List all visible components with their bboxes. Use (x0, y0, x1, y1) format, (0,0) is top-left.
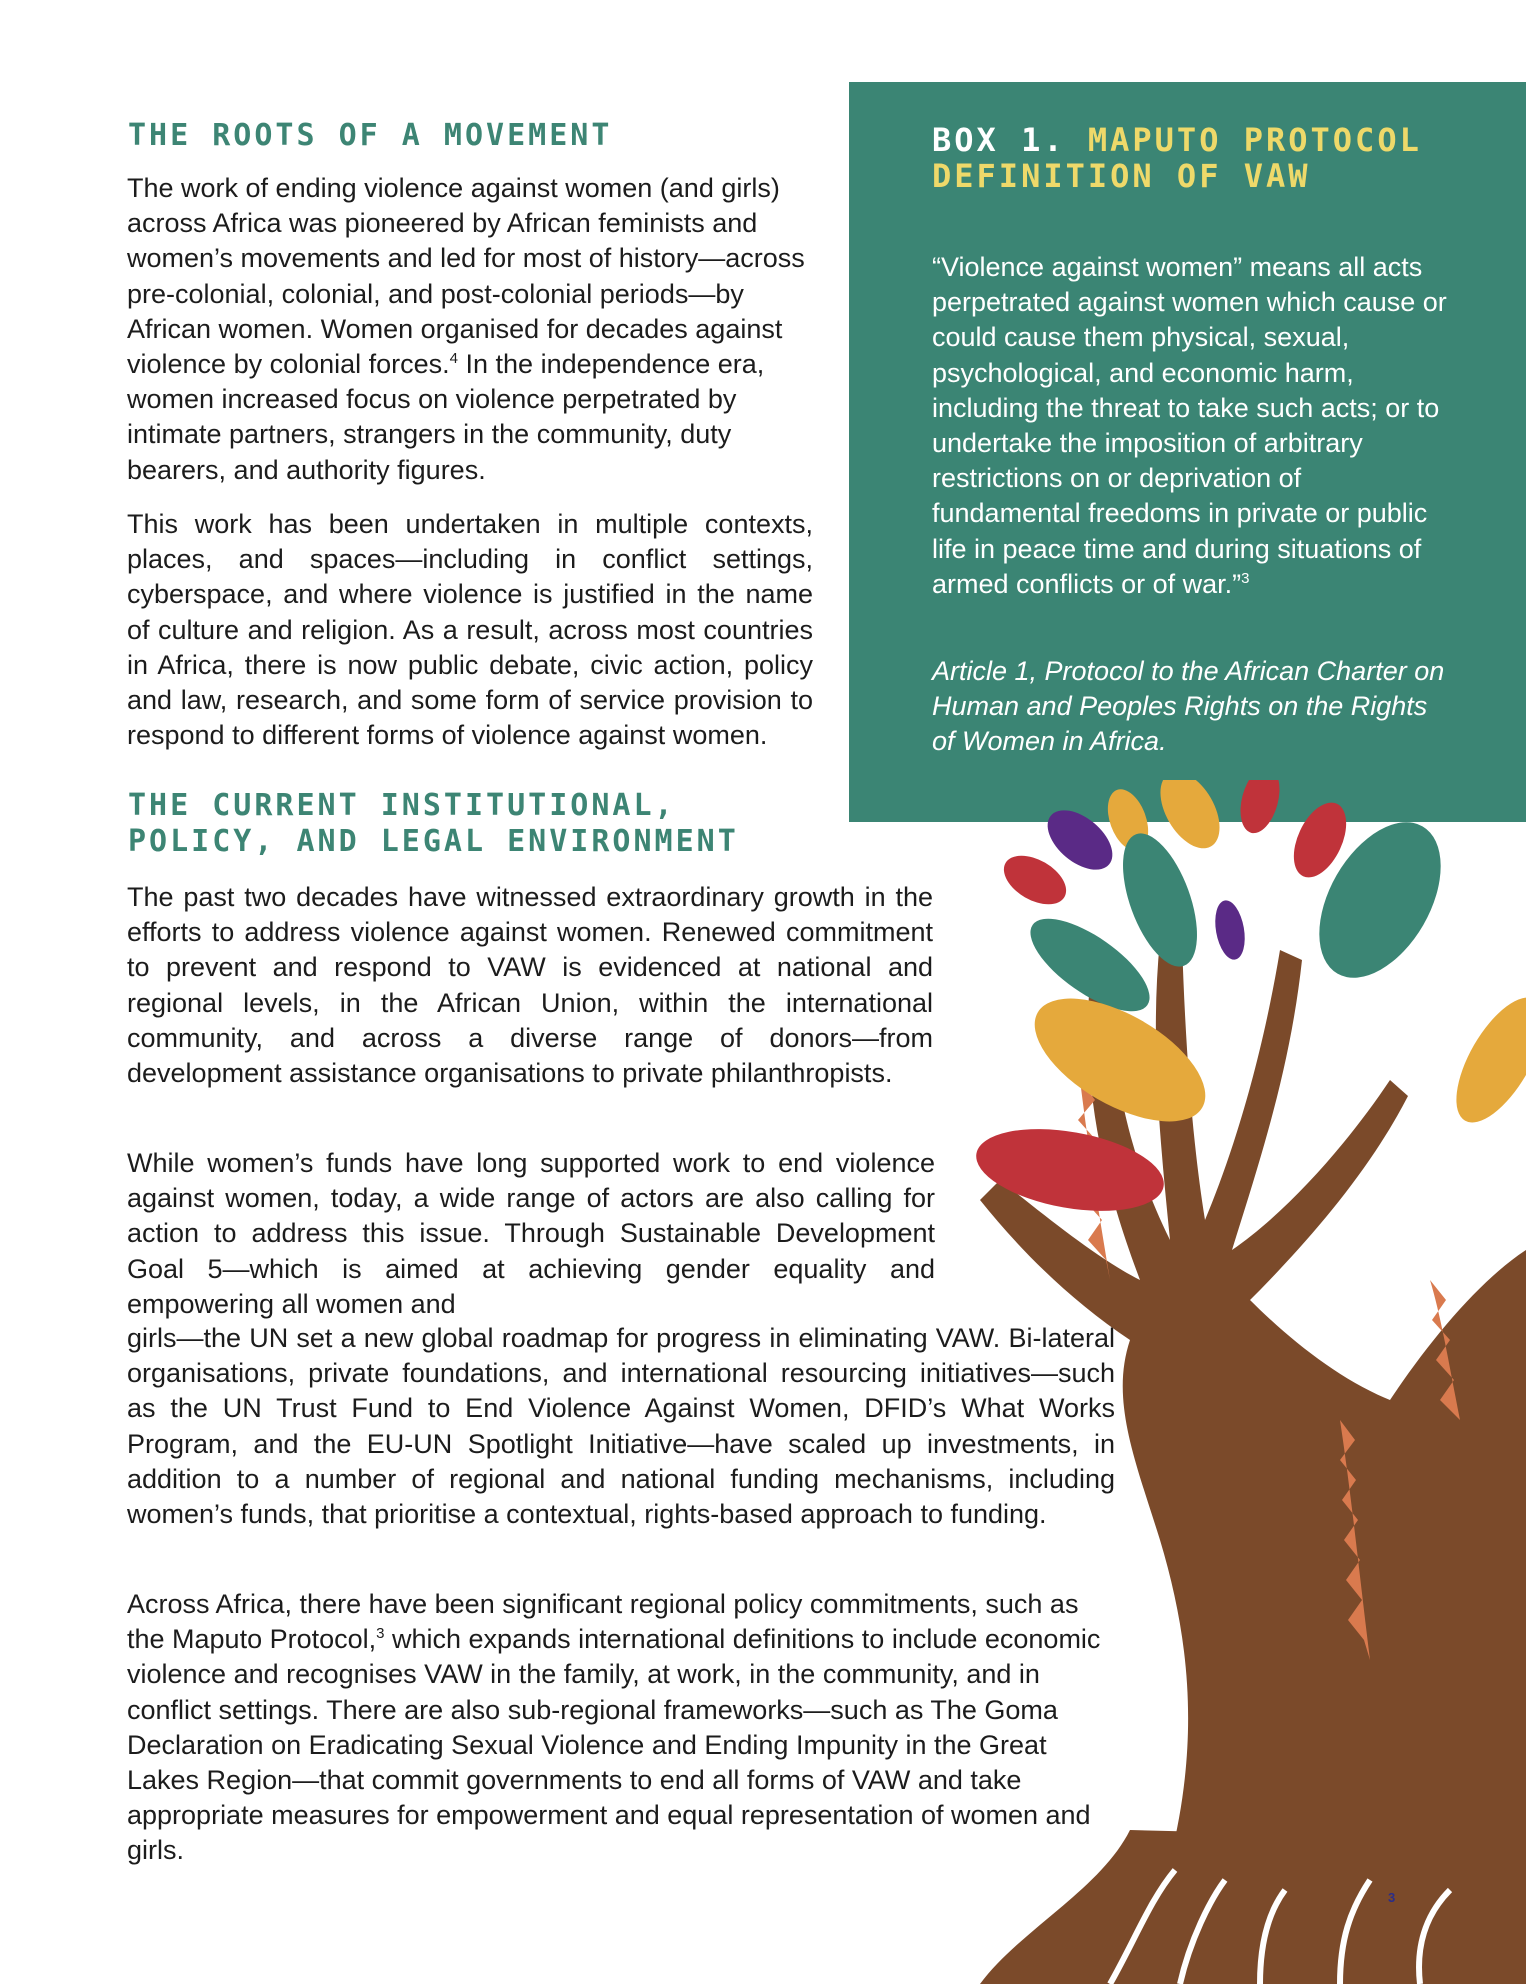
box-quote-text: “Violence against women” means all acts perpetrated against women which cause or could cause them physical, sexual, psychological, and economic harm, including the threat to take such acts; or to undertake the imposition of arbitrary restrictions on or deprivation of fundamental freedoms in private or public life in peace time and during situations of armed conflicts or of war.” (932, 252, 1447, 599)
section-heading-current-environment (128, 788, 739, 860)
paragraph-roots-1-text-a: The work of ending violence against women (and girls) across Africa was pioneered by African feminists and women’s movements and led for most of history—across pre-colonial, colonial, and post-colonial periods—by African women. Women organised for decades against violence by colonial forces. (127, 173, 805, 380)
section-heading-roots: THE ROOTS OF A MOVEMENT (128, 118, 613, 153)
paragraph-roots-2: This work has been undertaken in multiple contexts, places, and spaces—including in conflict settings, cyberspace, and where violence is justified in the name of culture and religion. As a result, across most countries in Africa, there is now public debate, civic action, policy and law, research, and some form of service provision to respond to different forms of violence against women. (127, 509, 813, 751)
box-title-text: MAPUTO PROTOCOL DEFINITION OF VAW (932, 121, 1422, 195)
box-title (932, 122, 1492, 194)
paragraph-environment-2-narrow: While women’s funds have long supported work to end violence against women, today, a wide range of actors are also calling for action to address this issue. Through Sustainable Development Goal 5—which is aimed at achieving gender equality and empowering all women and (127, 1148, 935, 1319)
paragraph-roots-1-text-b: In the independence era, women increased focus on violence perpetrated by intimate partners, strangers in the community, duty bearers, and authority figures. (127, 349, 765, 485)
paragraph-environment-3-text-b: which expands international definitions to include economic violence and recognises VAW in the family, at work, in the community, and in conflict settings. There are also sub-regional frameworks—such as The Goma Declaration on Eradicating Sexual Violence and Ending Impunity in the Great Lakes Region—that commit governments to end all forms of VAW and take appropriate measures for empowerment and equal representation of women and girls. (127, 1624, 1101, 1866)
paragraph-environment-2-wide: girls—the UN set a new global roadmap for progress in eliminating VAW. Bi-lateral organisations, private foundations, and international resourcing initiatives—such as the UN Trust Fund to End Violence Against Women, DFID’s What Works Program, and the EU-UN Spotlight Initiative—have scaled up investments, in addition to a number of regional and national funding mechanisms, including women’s funds, that prioritise a contextual, rights-based approach to funding. (127, 1323, 1115, 1530)
footnote-ref-4[interactable]: 4 (449, 350, 459, 368)
tree-illustration (960, 780, 1526, 1984)
box-citation: Article 1, Protocol to the African Charter on Human and Peoples Rights on the Rights of Women in Africa. (932, 656, 1445, 757)
heading-line-1: THE CURRENT INSTITUTIONAL, (128, 788, 676, 823)
box-quote (932, 250, 1452, 602)
heading-line-2: POLICY, AND LEGAL ENVIRONMENT (128, 824, 739, 859)
page-number: 3 (1388, 1890, 1396, 1905)
box-label: BOX 1. (932, 121, 1066, 159)
trunk (980, 940, 1526, 1860)
paragraph-roots-1 (127, 171, 817, 488)
footnote-ref-3[interactable]: 3 (376, 1625, 385, 1643)
paragraph-environment-3-text-a: Across Africa, there have been significant regional policy commitments, such as the Maputo Protocol, (127, 1589, 1079, 1655)
box-footnote-ref-3[interactable]: 3 (1241, 569, 1250, 587)
paragraph-environment-1: The past two decades have witnessed extraordinary growth in the efforts to address violence against women. Renewed commitment to prevent and respond to VAW is evidenced at national and regional levels, in the African Union, within the international community, and across a diverse range of donors—from development assistance organisations to private philanthropists. (127, 882, 933, 1089)
sidebar-box-maputo (849, 82, 1526, 822)
